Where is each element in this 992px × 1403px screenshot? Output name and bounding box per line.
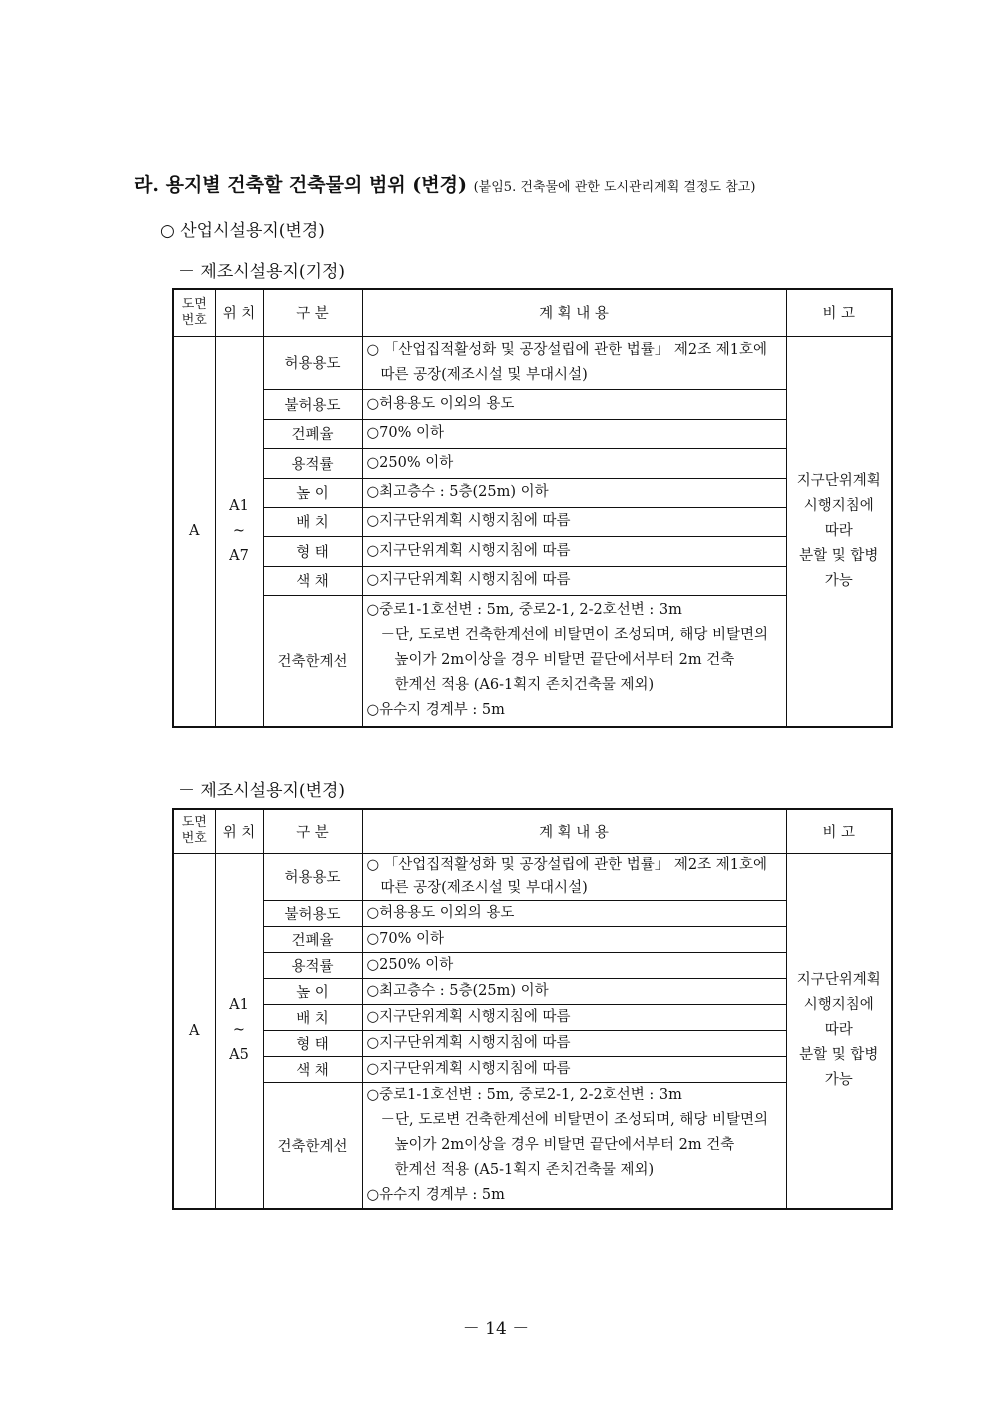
category-prohibited: 불허용도 [263, 389, 362, 419]
plan-table-existing [172, 288, 893, 728]
content-coverage: ○70% 이하 [362, 926, 786, 952]
table-row [173, 1056, 892, 1082]
content-layout: ○지구단위계획 시행지침에 따름 [362, 507, 786, 536]
category-header: 구 분 [263, 809, 362, 853]
category-height: 높 이 [263, 478, 362, 507]
location-header: 위 치 [215, 289, 263, 336]
content-form: ○지구단위계획 시행지침에 따름 [362, 536, 786, 566]
table-row [173, 419, 892, 448]
category-form: 형 태 [263, 536, 362, 566]
heading-note: (붙임5. 건축물에 관한 도시관리계획 결정도 참고) [473, 180, 756, 195]
doc-no-cell: A [173, 853, 215, 1209]
category-setback: 건축한계선 [263, 595, 362, 727]
section-subheading [160, 216, 325, 241]
category-color: 색 채 [263, 566, 362, 595]
table-row [173, 1082, 892, 1209]
content-color: ○지구단위계획 시행지침에 따름 [362, 566, 786, 595]
table2-subtitle: － 제조시설용지(변경) [178, 781, 346, 801]
content-permitted: ○ 「산업집적활성화 및 공장설립에 관한 법률」 제2조 제1호에 따른 공장(제조시설 및 부대시설) [362, 336, 786, 389]
table-header-row [173, 809, 892, 853]
doc-no-header: 도면 번호 [173, 289, 215, 336]
table-row [173, 1004, 892, 1030]
category-height: 높 이 [263, 978, 362, 1004]
content-far: ○250% 이하 [362, 952, 786, 978]
remark-header: 비 고 [786, 809, 892, 853]
category-coverage: 건폐율 [263, 926, 362, 952]
section-heading [134, 170, 755, 197]
location-cell: A1 ~ A5 [215, 853, 263, 1209]
table-row [173, 478, 892, 507]
table-row [173, 448, 892, 478]
table-row [173, 900, 892, 926]
content-prohibited: ○허용용도 이외의 용도 [362, 389, 786, 419]
category-layout: 배 치 [263, 1004, 362, 1030]
plan-table-changed [172, 808, 893, 1210]
heading-title: 라. 용지별 건축할 건축물의 범위 (변경) [134, 174, 467, 196]
content-header: 계 획 내 용 [362, 289, 786, 336]
location-cell: A1 ~ A7 [215, 336, 263, 727]
content-permitted: ○ 「산업집적활성화 및 공장설립에 관한 법률」 제2조 제1호에 따른 공장(제조시설 및 부대시설) [362, 853, 786, 900]
content-far: ○250% 이하 [362, 448, 786, 478]
category-permitted: 허용용도 [263, 853, 362, 900]
circle-bullet-icon: ○ [160, 221, 175, 241]
category-header: 구 분 [263, 289, 362, 336]
table-row [173, 336, 892, 389]
table-row [173, 853, 892, 900]
table-header-row [173, 289, 892, 336]
table-row [173, 507, 892, 536]
table-row [173, 978, 892, 1004]
category-permitted: 허용용도 [263, 336, 362, 389]
remark-cell: 지구단위계획 시행지침에 따라 분할 및 합병 가능 [786, 853, 892, 1209]
table-row [173, 1030, 892, 1056]
section-label: 산업시설용지(변경) [180, 221, 325, 241]
table-row [173, 595, 892, 727]
content-coverage: ○70% 이하 [362, 419, 786, 448]
content-prohibited: ○허용용도 이외의 용도 [362, 900, 786, 926]
category-color: 색 채 [263, 1056, 362, 1082]
table-row [173, 566, 892, 595]
category-setback: 건축한계선 [263, 1082, 362, 1209]
content-layout: ○지구단위계획 시행지침에 따름 [362, 1004, 786, 1030]
content-setback: ○중로1-1호선변 : 5m, 중로2-1, 2-2호선변 : 3m －단, 도로변 건축한계선에 비탈면이 조성되며, 해당 비탈면의 높이가 2m이상을 경우 비탈면 끝단에서부터 2m 건축 한계선 적용 (A6-1획지 존치건축물 제외) ○유수지 경계부 : 5m [362, 595, 786, 727]
category-far: 용적률 [263, 952, 362, 978]
content-setback: ○중로1-1호선변 : 5m, 중로2-1, 2-2호선변 : 3m －단, 도로변 건축한계선에 비탈면이 조성되며, 해당 비탈면의 높이가 2m이상을 경우 비탈면 끝단에서부터 2m 건축 한계선 적용 (A5-1획지 존치건축물 제외) ○유수지 경계부 : 5m [362, 1082, 786, 1209]
category-far: 용적률 [263, 448, 362, 478]
table-row [173, 926, 892, 952]
content-form: ○지구단위계획 시행지침에 따름 [362, 1030, 786, 1056]
content-height: ○최고층수 : 5층(25m) 이하 [362, 478, 786, 507]
table-row [173, 536, 892, 566]
category-layout: 배 치 [263, 507, 362, 536]
location-header: 위 치 [215, 809, 263, 853]
table-row [173, 952, 892, 978]
category-prohibited: 불허용도 [263, 900, 362, 926]
category-coverage: 건폐율 [263, 419, 362, 448]
page-number: － 14 － [462, 1319, 530, 1339]
remark-header: 비 고 [786, 289, 892, 336]
table1-subtitle: － 제조시설용지(기정) [178, 262, 346, 282]
doc-no-header: 도면 번호 [173, 809, 215, 853]
category-form: 형 태 [263, 1030, 362, 1056]
content-color: ○지구단위계획 시행지침에 따름 [362, 1056, 786, 1082]
table-row [173, 389, 892, 419]
content-header: 계 획 내 용 [362, 809, 786, 853]
remark-cell: 지구단위계획 시행지침에 따라 분할 및 합병 가능 [786, 336, 892, 727]
doc-no-cell: A [173, 336, 215, 727]
content-height: ○최고층수 : 5층(25m) 이하 [362, 978, 786, 1004]
